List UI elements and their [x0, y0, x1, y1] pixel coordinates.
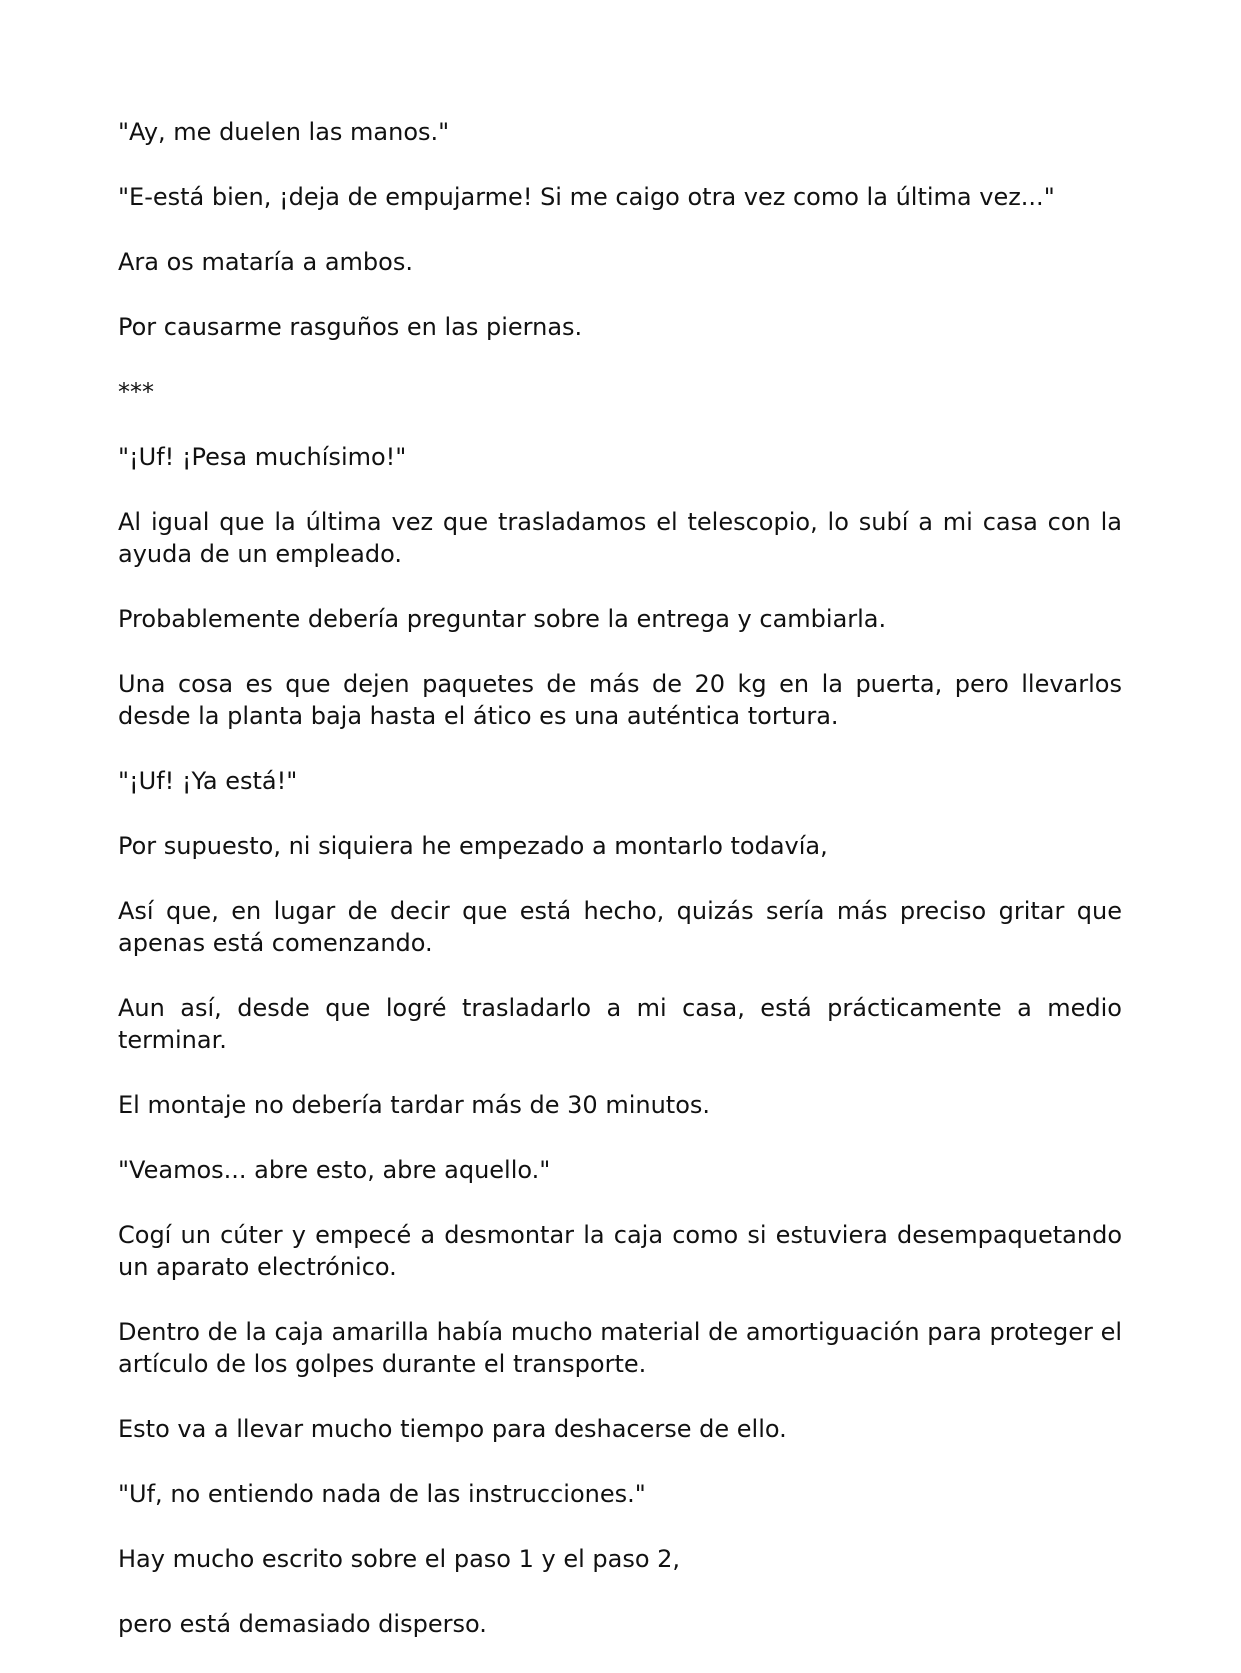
paragraph-1: "Ay, me duelen las manos." [118, 118, 450, 146]
paragraph-14: El montaje no debería tardar más de 30 minutos. [118, 1091, 711, 1119]
paragraph-12: Así que, en lugar de decir que está hecho, quizás sería más preciso gritar que apenas está comenzando. [118, 897, 1122, 957]
paragraph-21: pero está demasiado disperso. [118, 1610, 487, 1638]
paragraph-2: "E-está bien, ¡deja de empujarme! Si me caigo otra vez como la última vez..." [118, 183, 1055, 211]
paragraph-13: Aun así, desde que logré trasladarlo a mi casa, está prácticamente a medio terminar. [118, 994, 1122, 1054]
scene-break: *** [118, 378, 154, 406]
paragraph-10: "¡Uf! ¡Ya está!" [118, 767, 298, 795]
paragraph-9: Una cosa es que dejen paquetes de más de 20 kg en la puerta, pero llevarlos desde la planta baja hasta el ático es una auténtica tortura. [118, 670, 1122, 730]
paragraph-4: Por causarme rasguños en las piernas. [118, 313, 583, 341]
paragraph-20: Hay mucho escrito sobre el paso 1 y el paso 2, [118, 1545, 681, 1573]
body-text [118, 116, 1122, 1673]
paragraph-18: Esto va a llevar mucho tiempo para deshacerse de ello. [118, 1415, 787, 1443]
paragraph-16: Cogí un cúter y empecé a desmontar la caja como si estuviera desempaquetando un aparato electrónico. [118, 1221, 1122, 1281]
paragraph-15: "Veamos... abre esto, abre aquello." [118, 1156, 551, 1184]
paragraph-17: Dentro de la caja amarilla había mucho material de amortiguación para proteger el artículo de los golpes durante el transporte. [118, 1318, 1122, 1378]
paragraph-11: Por supuesto, ni siquiera he empezado a montarlo todavía, [118, 832, 828, 860]
paragraph-3: Ara os mataría a ambos. [118, 248, 413, 276]
paragraph-7: Al igual que la última vez que trasladamos el telescopio, lo subí a mi casa con la ayuda de un empleado. [118, 508, 1122, 568]
paragraph-6: "¡Uf! ¡Pesa muchísimo!" [118, 443, 407, 471]
paragraph-19: "Uf, no entiendo nada de las instrucciones." [118, 1480, 646, 1508]
paragraph-8: Probablemente debería preguntar sobre la entrega y cambiarla. [118, 605, 887, 633]
